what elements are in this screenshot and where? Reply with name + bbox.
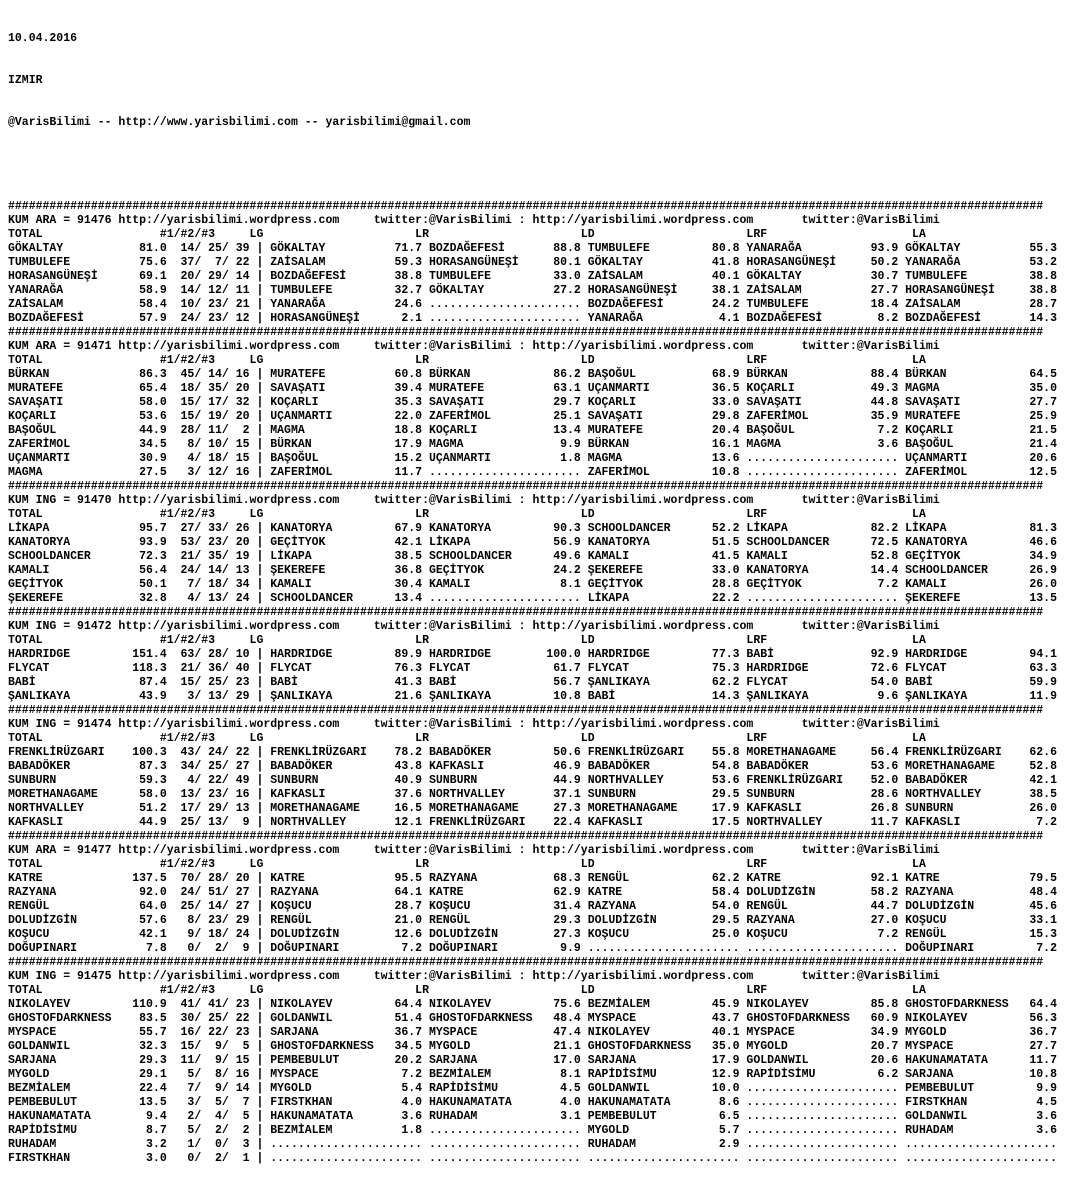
table-row: GEÇİTYOK 50.1 7/ 18/ 34 | KAMALI 30.4 KAMALI 8.1 GEÇİTYOK 28.8 GEÇİTYOK 7.2 KAMALI 26.0 [8,578,1057,591]
column-headers: TOTAL #1/#2/#3 LG LR LD LRF LA [8,508,926,521]
table-row: KOŞUCU 42.1 9/ 18/ 24 | DOLUDİZGİN 12.6 DOLUDİZGİN 27.3 KOŞUCU 25.0 KOŞUCU 7.2 RENGÜL 15.3 [8,928,1057,941]
table-row: HARDRIDGE 151.4 63/ 28/ 10 | HARDRIDGE 89.9 HARDRIDGE 100.0 HARDRIDGE 77.3 BABİ 92.9 HARDRIDGE 94.1 [8,648,1057,661]
column-headers: TOTAL #1/#2/#3 LG LR LD LRF LA [8,228,926,241]
table-row: MYSPACE 55.7 16/ 22/ 23 | SARJANA 36.7 MYSPACE 47.4 NIKOLAYEV 40.1 MYSPACE 34.9 MYGOLD 36.7 [8,1026,1057,1039]
race-title: KUM ING = 91472 http://yarisbilimi.wordpress.com twitter:@VarisBilimi : http://yarisbilimi.wordpress.com twitter:@VarisBilimi [8,620,940,633]
table-row: BEZMİALEM 22.4 7/ 9/ 14 | MYGOLD 5.4 RAPİDİSİMU 4.5 GOLDANWIL 10.0 ...................... PEMBEBULUT 9.9 [8,1082,1057,1095]
table-row: RAZYANA 92.0 24/ 51/ 27 | RAZYANA 64.1 KATRE 62.9 KATRE 58.4 DOLUDİZGİN 58.2 RAZYANA 48.4 [8,886,1057,899]
table-row: PEMBEBULUT 13.5 3/ 5/ 7 | FIRSTKHAN 4.0 HAKUNAMATATA 4.0 HAKUNAMATATA 8.6 ...................... FIRSTKHAN 4.5 [8,1096,1057,1109]
table-row: FLYCAT 118.3 21/ 36/ 40 | FLYCAT 76.3 FLYCAT 61.7 FLYCAT 75.3 HARDRIDGE 72.6 FLYCAT 63.3 [8,662,1057,675]
table-row: TUMBULEFE 75.6 37/ 7/ 22 | ZAİSALAM 59.3 HORASANGÜNEŞİ 80.1 GÖKALTAY 41.8 HORASANGÜNEŞİ 50.2 YANARAĞA 53.2 [8,256,1057,269]
table-row: RUHADAM 3.2 1/ 0/ 3 | ...................... ...................... RUHADAM 2.9 ...................... ...................... [8,1138,1057,1151]
table-row: MURATEFE 65.4 18/ 35/ 20 | SAVAŞATI 39.4 MURATEFE 63.1 UÇANMARTI 36.5 KOÇARLI 49.3 MAGMA 35.0 [8,382,1057,395]
table-row: SUNBURN 59.3 4/ 22/ 49 | SUNBURN 40.9 SUNBURN 44.9 NORTHVALLEY 53.6 FRENKLİRÜZGARI 52.0 BABADÖKER 42.1 [8,774,1057,787]
blank-line [8,158,1072,172]
race-title: KUM ING = 91474 http://yarisbilimi.wordpress.com twitter:@VarisBilimi : http://yarisbilimi.wordpress.com twitter:@VarisBilimi [8,718,940,731]
table-row: NIKOLAYEV 110.9 41/ 41/ 23 | NIKOLAYEV 64.4 NIKOLAYEV 75.6 BEZMİALEM 45.9 NIKOLAYEV 85.8 GHOSTOFDARKNESS 64.4 [8,998,1057,1011]
section-separator: ###################################################################################################################################################### [8,200,1044,213]
table-row: SCHOOLDANCER 72.3 21/ 35/ 19 | LİKAPA 38.5 SCHOOLDANCER 49.6 KAMALI 41.5 KAMALI 52.8 GEÇİTYOK 34.9 [8,550,1057,563]
race-title: KUM ING = 91475 http://yarisbilimi.wordpress.com twitter:@VarisBilimi : http://yarisbilimi.wordpress.com twitter:@VarisBilimi [8,970,940,983]
table-row: NORTHVALLEY 51.2 17/ 29/ 13 | MORETHANAGAME 16.5 MORETHANAGAME 27.3 MORETHANAGAME 17.9 KAFKASLI 26.8 SUNBURN 26.0 [8,802,1057,815]
table-row: GÖKALTAY 81.0 14/ 25/ 39 | GÖKALTAY 71.7 BOZDAĞEFESİ 88.8 TUMBULEFE 80.8 YANARAĞA 93.9 GÖKALTAY 55.3 [8,242,1057,255]
table-row: KAFKASLI 44.9 25/ 13/ 9 | NORTHVALLEY 12.1 FRENKLİRÜZGARI 22.4 KAFKASLI 17.5 NORTHVALLEY 11.7 KAFKASLI 7.2 [8,816,1057,829]
table-row: YANARAĞA 58.9 14/ 12/ 11 | TUMBULEFE 32.7 GÖKALTAY 27.2 HORASANGÜNEŞİ 38.1 ZAİSALAM 27.7 HORASANGÜNEŞİ 38.8 [8,284,1057,297]
race-title: KUM ARA = 91476 http://yarisbilimi.wordpress.com twitter:@VarisBilimi : http://yarisbilimi.wordpress.com twitter:@VarisBilimi [8,214,940,227]
table-row: BOZDAĞEFESİ 57.9 24/ 23/ 12 | HORASANGÜNEŞİ 2.1 ...................... YANARAĞA 4.1 BOZDAĞEFESİ 8.2 BOZDAĞEFESİ 14.3 [8,312,1057,325]
section-separator: ###################################################################################################################################################### [8,830,1044,843]
table-row: KANATORYA 93.9 53/ 23/ 20 | GEÇİTYOK 42.1 LİKAPA 56.9 KANATORYA 51.5 SCHOOLDANCER 72.5 KANATORYA 46.6 [8,536,1057,549]
table-row: ZAFERİMOL 34.5 8/ 10/ 15 | BÜRKAN 17.9 MAGMA 9.9 BÜRKAN 16.1 MAGMA 3.6 BAŞOĞUL 21.4 [8,438,1057,451]
table-row: ŞANLIKAYA 43.9 3/ 13/ 29 | ŞANLIKAYA 21.6 ŞANLIKAYA 10.8 BABİ 14.3 ŞANLIKAYA 9.6 ŞANLIKAYA 11.9 [8,690,1057,703]
table-row: KAMALI 56.4 24/ 14/ 13 | ŞEKEREFE 36.8 GEÇİTYOK 24.2 ŞEKEREFE 33.0 KANATORYA 14.4 SCHOOLDANCER 26.9 [8,564,1057,577]
column-headers: TOTAL #1/#2/#3 LG LR LD LRF LA [8,732,926,745]
section-separator: ###################################################################################################################################################### [8,606,1044,619]
report-city: IZMIR [8,74,43,87]
table-row: GHOSTOFDARKNESS 83.5 30/ 25/ 22 | GOLDANWIL 51.4 GHOSTOFDARKNESS 48.4 MYSPACE 43.7 GHOSTOFDARKNESS 60.9 NIKOLAYEV 56.3 [8,1012,1057,1025]
race-title: KUM ARA = 91471 http://yarisbilimi.wordpress.com twitter:@VarisBilimi : http://yarisbilimi.wordpress.com twitter:@VarisBilimi [8,340,940,353]
table-row: KOÇARLI 53.6 15/ 19/ 20 | UÇANMARTI 22.0 ZAFERİMOL 25.1 SAVAŞATI 29.8 ZAFERİMOL 35.9 MURATEFE 25.9 [8,410,1057,423]
table-row: RAPİDİSİMU 8.7 5/ 2/ 2 | BEZMİALEM 1.8 ...................... MYGOLD 5.7 ...................... RUHADAM 3.6 [8,1124,1057,1137]
race-sections [8,200,1072,1166]
table-row: MAGMA 27.5 3/ 12/ 16 | ZAFERİMOL 11.7 ...................... ZAFERİMOL 10.8 ...................... ZAFERİMOL 12.5 [8,466,1057,479]
report-credits: @VarisBilimi -- http://www.yarisbilimi.com -- yarisbilimi@gmail.com [8,116,471,129]
section-separator: ###################################################################################################################################################### [8,326,1044,339]
table-row: BABADÖKER 87.3 34/ 25/ 27 | BABADÖKER 43.8 KAFKASLI 46.9 BABADÖKER 54.8 BABADÖKER 53.6 MORETHANAGAME 52.8 [8,760,1057,773]
table-row: LİKAPA 95.7 27/ 33/ 26 | KANATORYA 67.9 KANATORYA 90.3 SCHOOLDANCER 52.2 LİKAPA 82.2 LİKAPA 81.3 [8,522,1057,535]
table-row: FIRSTKHAN 3.0 0/ 2/ 1 | ...................... ...................... ...................... ...................... ...................... [8,1152,1057,1165]
section-separator: ###################################################################################################################################################### [8,956,1044,969]
table-row: MYGOLD 29.1 5/ 8/ 16 | MYSPACE 7.2 BEZMİALEM 8.1 RAPİDİSİMU 12.9 RAPİDİSİMU 6.2 SARJANA 10.8 [8,1068,1057,1081]
table-row: UÇANMARTI 30.9 4/ 18/ 15 | BAŞOĞUL 15.2 UÇANMARTI 1.8 MAGMA 13.6 ...................... UÇANMARTI 20.6 [8,452,1057,465]
table-row: GOLDANWIL 32.3 15/ 9/ 5 | GHOSTOFDARKNESS 34.5 MYGOLD 21.1 GHOSTOFDARKNESS 35.0 MYGOLD 20.7 MYSPACE 27.7 [8,1040,1057,1053]
table-row: HAKUNAMATATA 9.4 2/ 4/ 5 | HAKUNAMATATA 3.6 RUHADAM 3.1 PEMBEBULUT 6.5 ...................... GOLDANWIL 3.6 [8,1110,1057,1123]
column-headers: TOTAL #1/#2/#3 LG LR LD LRF LA [8,634,926,647]
table-row: BÜRKAN 86.3 45/ 14/ 16 | MURATEFE 60.8 BÜRKAN 86.2 BAŞOĞUL 68.9 BÜRKAN 88.4 BÜRKAN 64.5 [8,368,1057,381]
table-row: FRENKLİRÜZGARI 100.3 43/ 24/ 22 | FRENKLİRÜZGARI 78.2 BABADÖKER 50.6 FRENKLİRÜZGARI 55.8 MORETHANAGAME 56.4 FRENKLİRÜZGARI 62.6 [8,746,1057,759]
race-title: KUM ARA = 91477 http://yarisbilimi.wordpress.com twitter:@VarisBilimi : http://yarisbilimi.wordpress.com twitter:@VarisBilimi [8,844,940,857]
table-row: RENGÜL 64.0 25/ 14/ 27 | KOŞUCU 28.7 KOŞUCU 31.4 RAZYANA 54.0 RENGÜL 44.7 DOLUDİZGİN 45.6 [8,900,1057,913]
table-row: BAŞOĞUL 44.9 28/ 11/ 2 | MAGMA 18.8 KOÇARLI 13.4 MURATEFE 20.4 BAŞOĞUL 7.2 KOÇARLI 21.5 [8,424,1057,437]
table-row: SAVAŞATI 58.0 15/ 17/ 32 | KOÇARLI 35.3 SAVAŞATI 29.7 KOÇARLI 33.0 SAVAŞATI 44.8 SAVAŞATI 27.7 [8,396,1057,409]
table-row: ŞEKEREFE 32.8 4/ 13/ 24 | SCHOOLDANCER 13.4 ...................... LİKAPA 22.2 ...................... ŞEKEREFE 13.5 [8,592,1057,605]
race-title: KUM ING = 91470 http://yarisbilimi.wordpress.com twitter:@VarisBilimi : http://yarisbilimi.wordpress.com twitter:@VarisBilimi [8,494,940,507]
table-row: SARJANA 29.3 11/ 9/ 15 | PEMBEBULUT 20.2 SARJANA 17.0 SARJANA 17.9 GOLDANWIL 20.6 HAKUNAMATATA 11.7 [8,1054,1057,1067]
table-row: BABİ 87.4 15/ 25/ 23 | BABİ 41.3 BABİ 56.7 ŞANLIKAYA 62.2 FLYCAT 54.0 BABİ 59.9 [8,676,1057,689]
table-row: HORASANGÜNEŞİ 69.1 20/ 29/ 14 | BOZDAĞEFESİ 38.8 TUMBULEFE 33.0 ZAİSALAM 40.1 GÖKALTAY 30.7 TUMBULEFE 38.8 [8,270,1057,283]
column-headers: TOTAL #1/#2/#3 LG LR LD LRF LA [8,354,926,367]
table-row: KATRE 137.5 70/ 28/ 20 | KATRE 95.5 RAZYANA 68.3 RENGÜL 62.2 KATRE 92.1 KATRE 79.5 [8,872,1057,885]
column-headers: TOTAL #1/#2/#3 LG LR LD LRF LA [8,858,926,871]
table-row: ZAİSALAM 58.4 10/ 23/ 21 | YANARAĞA 24.6 ...................... BOZDAĞEFESİ 24.2 TUMBULEFE 18.4 ZAİSALAM 28.7 [8,298,1057,311]
table-row: DOLUDİZGİN 57.6 8/ 23/ 29 | RENGÜL 21.0 RENGÜL 29.3 DOLUDİZGİN 29.5 RAZYANA 27.0 KOŞUCU 33.1 [8,914,1057,927]
report-date: 10.04.2016 [8,32,78,45]
table-row: DOĞUPINARI 7.8 0/ 2/ 9 | DOĞUPINARI 7.2 DOĞUPINARI 9.9 ...................... ...................... DOĞUPINARI 7.2 [8,942,1057,955]
section-separator: ###################################################################################################################################################### [8,704,1044,717]
table-row: MORETHANAGAME 58.0 13/ 23/ 16 | KAFKASLI 37.6 NORTHVALLEY 37.1 SUNBURN 29.5 SUNBURN 28.6 NORTHVALLEY 38.5 [8,788,1057,801]
section-separator: ###################################################################################################################################################### [8,480,1044,493]
column-headers: TOTAL #1/#2/#3 LG LR LD LRF LA [8,984,926,997]
